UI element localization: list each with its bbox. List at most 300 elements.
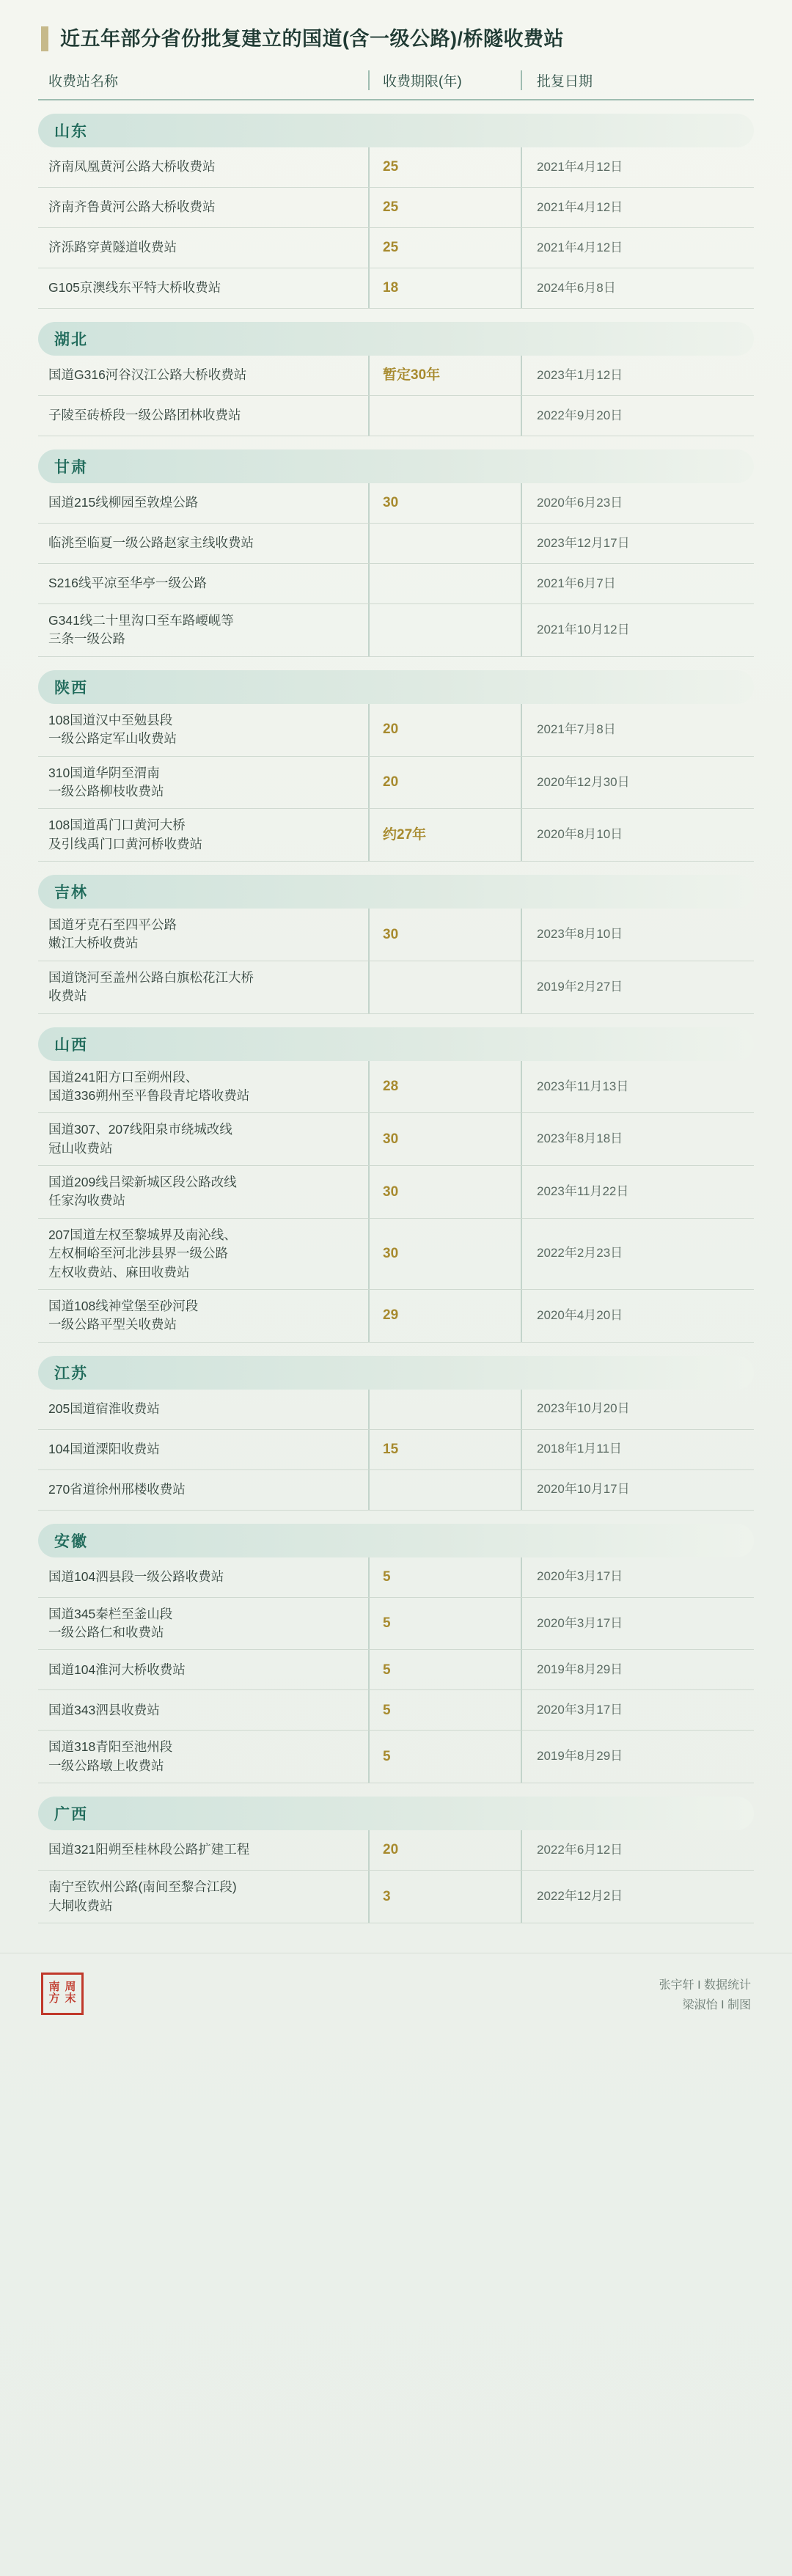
row-divider-1 bbox=[368, 1731, 370, 1783]
station-name-line: 冠山收费站 bbox=[48, 1140, 113, 1156]
province-header bbox=[38, 1797, 754, 1830]
cell-station-name bbox=[38, 1166, 368, 1218]
province-block bbox=[38, 1797, 754, 1923]
row-divider-2 bbox=[521, 1390, 522, 1429]
cell-station-name bbox=[38, 356, 368, 395]
cell-approval-date: 2023年8月10日 bbox=[537, 927, 623, 942]
province-header bbox=[38, 322, 754, 356]
row-divider-1 bbox=[368, 1390, 370, 1429]
row-divider-1 bbox=[368, 356, 370, 395]
station-name-line: G105京澳线东平特大桥收费站 bbox=[48, 280, 221, 296]
cell-approval-date: 2021年4月12日 bbox=[537, 159, 623, 174]
row-divider-1 bbox=[368, 1430, 370, 1469]
table-row bbox=[38, 1430, 754, 1470]
table-row bbox=[38, 1731, 754, 1783]
cell-approval-date: 2023年10月20日 bbox=[537, 1401, 630, 1416]
station-name-line: 济泺路穿黄隧道收费站 bbox=[48, 240, 177, 255]
station-name-line: 270省道徐州邢楼收费站 bbox=[48, 1481, 186, 1497]
cell-approval-date: 2021年4月12日 bbox=[537, 199, 623, 214]
cell-toll-years: 暂定30年 bbox=[383, 367, 441, 384]
table-row bbox=[38, 356, 754, 396]
row-divider-2 bbox=[521, 564, 522, 603]
row-divider-1 bbox=[368, 1219, 370, 1289]
station-name-line: 国道336朔州至平鲁段青坨塔收费站 bbox=[48, 1087, 250, 1103]
credit-data: 张宇轩 I 数据统计 bbox=[659, 1978, 751, 1992]
station-name-line: 310国道华阴至渭南 bbox=[48, 765, 160, 780]
cell-station-name bbox=[38, 1219, 368, 1289]
cell-station-name bbox=[38, 757, 368, 809]
row-divider-2 bbox=[521, 1166, 522, 1218]
cell-station-name bbox=[38, 1290, 368, 1342]
cell-toll-years bbox=[374, 604, 521, 656]
column-header-date: 批复日期 bbox=[537, 74, 593, 89]
row-divider-1 bbox=[368, 1470, 370, 1510]
station-name-line: 任家沟收费站 bbox=[48, 1193, 125, 1208]
station-name-lines bbox=[48, 1605, 172, 1643]
station-name-lines bbox=[48, 1738, 172, 1775]
station-name-line: 国道345秦栏至釜山段 bbox=[48, 1606, 173, 1621]
row-divider-1 bbox=[368, 809, 370, 861]
cell-approval-date: 2023年8月18日 bbox=[537, 1131, 623, 1146]
station-name-line: 国道饶河至盖州公路白旗松花江大桥 bbox=[48, 969, 254, 985]
cell-station-name bbox=[38, 704, 368, 756]
row-divider-1 bbox=[368, 757, 370, 809]
table-row bbox=[38, 1470, 754, 1511]
row-divider-2 bbox=[521, 757, 522, 809]
station-name-lines bbox=[48, 1297, 198, 1335]
row-divider-2 bbox=[521, 188, 522, 227]
table-row bbox=[38, 1166, 754, 1219]
station-name-line: 嫩江大桥收费站 bbox=[48, 936, 139, 951]
province-header bbox=[38, 1356, 754, 1390]
province-header bbox=[38, 1027, 754, 1061]
station-name-line: 国道G316河谷汉江公路大桥收费站 bbox=[48, 367, 247, 383]
table-row bbox=[38, 1830, 754, 1871]
table-row bbox=[38, 1690, 754, 1731]
row-divider-1 bbox=[368, 396, 370, 436]
station-name-line: 国道343泗县收费站 bbox=[48, 1702, 160, 1717]
cell-approval-date: 2021年7月8日 bbox=[537, 722, 616, 736]
cell-toll-years: 30 bbox=[383, 1131, 399, 1147]
credit-graphic: 梁淑怡 I 制图 bbox=[682, 1998, 751, 2011]
cell-station-name bbox=[38, 1430, 368, 1469]
cell-station-name bbox=[38, 1390, 368, 1429]
province-name: 陕西 bbox=[54, 679, 88, 697]
column-header-name: 收费站名称 bbox=[48, 74, 119, 89]
station-name-lines bbox=[48, 1878, 237, 1915]
province-name: 山东 bbox=[54, 123, 88, 140]
page-title bbox=[0, 0, 792, 70]
station-name-lines bbox=[48, 1701, 160, 1720]
station-name-line: 左权收费站、麻田收费站 bbox=[48, 1264, 190, 1280]
table-row bbox=[38, 1390, 754, 1430]
cell-station-name bbox=[38, 604, 368, 656]
header-divider-1 bbox=[368, 70, 370, 90]
province-block bbox=[38, 1524, 754, 1784]
row-divider-1 bbox=[368, 228, 370, 268]
station-name-line: 一级公路仁和收费站 bbox=[48, 1625, 164, 1640]
cell-toll-years bbox=[374, 1390, 521, 1429]
cell-approval-date: 2019年8月29日 bbox=[537, 1662, 623, 1677]
cell-station-name bbox=[38, 1470, 368, 1510]
cell-toll-years: 29 bbox=[383, 1307, 399, 1324]
cell-toll-years: 18 bbox=[383, 280, 399, 296]
cell-approval-date: 2020年3月17日 bbox=[537, 1615, 623, 1630]
cell-toll-years: 28 bbox=[383, 1079, 399, 1095]
station-name-lines bbox=[48, 534, 254, 552]
row-divider-2 bbox=[521, 1470, 522, 1510]
station-name-line: 国道209线吕梁新城区段公路改线 bbox=[48, 1175, 237, 1189]
cell-approval-date: 2022年12月2日 bbox=[537, 1889, 623, 1904]
cell-toll-years: 30 bbox=[383, 1184, 399, 1200]
station-name-lines bbox=[48, 198, 216, 216]
station-name-line: 国道104淮河大桥收费站 bbox=[48, 1662, 186, 1677]
table-row bbox=[38, 1113, 754, 1166]
station-name-line: 国道321阳朔至桂林段公路扩建工程 bbox=[48, 1842, 250, 1857]
row-divider-1 bbox=[368, 188, 370, 227]
province-name: 山西 bbox=[54, 1036, 88, 1054]
station-name-line: 108国道汉中至勉县段 bbox=[48, 712, 173, 727]
row-divider-2 bbox=[521, 1219, 522, 1289]
cell-approval-date: 2021年10月12日 bbox=[537, 623, 630, 637]
cell-approval-date: 2023年1月12日 bbox=[537, 367, 623, 382]
row-divider-2 bbox=[521, 147, 522, 187]
row-divider-2 bbox=[521, 604, 522, 656]
row-divider-2 bbox=[521, 228, 522, 268]
cell-station-name bbox=[38, 188, 368, 227]
cell-station-name bbox=[38, 228, 368, 268]
toll-station-table bbox=[38, 70, 754, 1923]
cell-station-name bbox=[38, 1690, 368, 1730]
cell-approval-date: 2020年3月17日 bbox=[537, 1703, 623, 1717]
row-divider-2 bbox=[521, 483, 522, 523]
column-header-years: 收费期限(年) bbox=[383, 74, 462, 89]
logo-char-2: 周 bbox=[65, 1981, 76, 1994]
province-name: 广西 bbox=[54, 1806, 88, 1824]
cell-toll-years: 25 bbox=[383, 199, 399, 216]
station-name-lines bbox=[48, 1841, 249, 1859]
cell-approval-date: 2018年1月11日 bbox=[537, 1442, 622, 1456]
station-name-line: 一级公路柳枝收费站 bbox=[48, 783, 164, 799]
cell-approval-date: 2021年6月7日 bbox=[537, 576, 616, 590]
station-name-line: 国道241阳方口至朔州段、 bbox=[48, 1069, 199, 1085]
table-row bbox=[38, 1650, 754, 1690]
cell-toll-years: 30 bbox=[383, 926, 399, 942]
row-divider-2 bbox=[521, 1830, 522, 1870]
row-divider-2 bbox=[521, 1871, 522, 1923]
province-block bbox=[38, 114, 754, 309]
cell-station-name bbox=[38, 1557, 368, 1597]
cell-toll-years: 5 bbox=[383, 1615, 391, 1632]
table-row bbox=[38, 1290, 754, 1343]
logo-char-1: 南 bbox=[48, 1981, 60, 1994]
row-divider-1 bbox=[368, 147, 370, 187]
province-header bbox=[38, 114, 754, 147]
cell-approval-date: 2020年6月23日 bbox=[537, 495, 623, 510]
cell-toll-years: 3 bbox=[383, 1888, 391, 1904]
cell-toll-years: 5 bbox=[383, 1662, 391, 1678]
footer bbox=[0, 1953, 792, 2040]
province-header bbox=[38, 670, 754, 704]
cell-station-name bbox=[38, 1113, 368, 1165]
station-name-line: 205国道宿淮收费站 bbox=[48, 1401, 160, 1416]
cell-approval-date: 2021年4月12日 bbox=[537, 240, 623, 254]
station-name-line: 大垌收费站 bbox=[48, 1898, 113, 1913]
cell-station-name bbox=[38, 1830, 368, 1870]
cell-toll-years bbox=[374, 564, 521, 603]
row-divider-2 bbox=[521, 1557, 522, 1597]
row-divider-2 bbox=[521, 356, 522, 395]
station-name-line: 国道牙克石至四平公路 bbox=[48, 917, 177, 932]
cell-toll-years bbox=[374, 1470, 521, 1510]
station-name-line: 一级公路墩上收费站 bbox=[48, 1758, 164, 1773]
province-block bbox=[38, 322, 754, 436]
province-name: 安徽 bbox=[54, 1533, 88, 1550]
row-divider-2 bbox=[521, 524, 522, 563]
row-divider-2 bbox=[521, 268, 522, 308]
table-row bbox=[38, 1219, 754, 1290]
publisher-logo bbox=[41, 1973, 84, 2015]
province-name: 吉林 bbox=[54, 884, 88, 901]
station-name-line: 国道108线神堂堡至砂河段 bbox=[48, 1298, 199, 1313]
logo-char-3: 方 bbox=[48, 1992, 60, 2005]
province-block bbox=[38, 670, 754, 862]
cell-toll-years: 5 bbox=[383, 1702, 391, 1718]
cell-toll-years: 约27年 bbox=[383, 826, 427, 843]
row-divider-1 bbox=[368, 1290, 370, 1342]
row-divider-2 bbox=[521, 961, 522, 1013]
row-divider-1 bbox=[368, 604, 370, 656]
station-name-lines bbox=[48, 158, 216, 176]
row-divider-1 bbox=[368, 524, 370, 563]
cell-station-name bbox=[38, 1871, 368, 1923]
cell-approval-date: 2023年11月22日 bbox=[537, 1184, 629, 1199]
station-name-line: 济南齐鲁黄河公路大桥收费站 bbox=[48, 199, 216, 215]
cell-toll-years: 25 bbox=[383, 240, 399, 256]
cell-toll-years: 30 bbox=[383, 1246, 399, 1262]
row-divider-2 bbox=[521, 1290, 522, 1342]
row-divider-2 bbox=[521, 1690, 522, 1730]
cell-toll-years bbox=[374, 961, 521, 1013]
station-name-lines bbox=[48, 1568, 224, 1586]
cell-station-name bbox=[38, 564, 368, 603]
station-name-line: 收费站 bbox=[48, 988, 87, 1004]
row-divider-1 bbox=[368, 1557, 370, 1597]
station-name-line: 子陵至砖桥段一级公路团林收费站 bbox=[48, 408, 241, 423]
cell-station-name bbox=[38, 268, 368, 308]
cell-approval-date: 2020年10月17日 bbox=[537, 1482, 630, 1497]
station-name-line: 一级公路定军山收费站 bbox=[48, 731, 177, 746]
row-divider-1 bbox=[368, 704, 370, 756]
cell-approval-date: 2024年6月8日 bbox=[537, 280, 616, 295]
station-name-line: G341线二十里沟口至车路崾岘等 bbox=[48, 613, 234, 628]
station-name-line: 国道318青阳至池州段 bbox=[48, 1739, 173, 1755]
row-divider-2 bbox=[521, 1731, 522, 1783]
table-row bbox=[38, 704, 754, 757]
logo-char-4: 末 bbox=[65, 1992, 76, 2005]
station-name-line: 左权桐峪至河北涉县界一级公路 bbox=[48, 1246, 228, 1261]
row-divider-1 bbox=[368, 564, 370, 603]
station-name-lines bbox=[48, 279, 221, 297]
table-row bbox=[38, 757, 754, 810]
cell-approval-date: 2022年2月23日 bbox=[537, 1246, 623, 1261]
row-divider-2 bbox=[521, 1650, 522, 1689]
table-row bbox=[38, 524, 754, 564]
station-name-lines bbox=[48, 1400, 160, 1418]
station-name-line: 108国道禹门口黄河大桥 bbox=[48, 818, 186, 833]
table-row bbox=[38, 228, 754, 268]
station-name-lines bbox=[48, 816, 202, 854]
row-divider-1 bbox=[368, 1650, 370, 1689]
station-name-lines bbox=[48, 1068, 249, 1106]
table-row bbox=[38, 604, 754, 657]
cell-station-name bbox=[38, 524, 368, 563]
row-divider-2 bbox=[521, 704, 522, 756]
row-divider-2 bbox=[521, 909, 522, 961]
cell-approval-date: 2019年2月27日 bbox=[537, 979, 623, 994]
table-row bbox=[38, 809, 754, 862]
province-block bbox=[38, 449, 754, 657]
cell-toll-years: 30 bbox=[383, 495, 399, 511]
table-header bbox=[38, 70, 754, 100]
cell-toll-years: 15 bbox=[383, 1441, 399, 1457]
row-divider-2 bbox=[521, 396, 522, 436]
station-name-lines bbox=[48, 1226, 237, 1282]
table-row bbox=[38, 1871, 754, 1923]
province-block bbox=[38, 875, 754, 1014]
table-row bbox=[38, 188, 754, 228]
station-name-line: 207国道左权至黎城界及南沁线、 bbox=[48, 1227, 237, 1242]
station-name-lines bbox=[48, 406, 241, 425]
row-divider-1 bbox=[368, 1871, 370, 1923]
station-name-line: 一级公路平型关收费站 bbox=[48, 1317, 177, 1332]
row-divider-1 bbox=[368, 909, 370, 961]
row-divider-1 bbox=[368, 961, 370, 1013]
row-divider-1 bbox=[368, 1830, 370, 1870]
province-block bbox=[38, 1356, 754, 1511]
station-name-line: 济南凤凰黄河公路大桥收费站 bbox=[48, 159, 216, 175]
table-row bbox=[38, 909, 754, 961]
row-divider-2 bbox=[521, 1113, 522, 1165]
cell-toll-years: 5 bbox=[383, 1568, 391, 1585]
row-divider-1 bbox=[368, 1113, 370, 1165]
cell-toll-years bbox=[374, 396, 521, 436]
station-name-lines bbox=[48, 1440, 160, 1458]
station-name-lines bbox=[48, 969, 254, 1006]
province-header bbox=[38, 1524, 754, 1557]
table-row bbox=[38, 564, 754, 604]
station-name-line: 国道104泗县段一级公路收费站 bbox=[48, 1568, 224, 1584]
cell-toll-years: 20 bbox=[383, 774, 399, 790]
cell-approval-date: 2019年8月29日 bbox=[537, 1749, 623, 1764]
cell-approval-date: 2020年12月30日 bbox=[537, 774, 630, 789]
province-name: 湖北 bbox=[54, 331, 88, 348]
station-name-lines bbox=[48, 493, 198, 512]
station-name-line: 三条一级公路 bbox=[48, 631, 125, 647]
province-header bbox=[38, 449, 754, 483]
table-row bbox=[38, 147, 754, 188]
station-name-lines bbox=[48, 1173, 237, 1211]
cell-toll-years bbox=[374, 524, 521, 563]
cell-toll-years: 5 bbox=[383, 1748, 391, 1764]
station-name-lines bbox=[48, 238, 177, 257]
station-name-lines bbox=[48, 916, 177, 953]
row-divider-2 bbox=[521, 809, 522, 861]
station-name-line: S216线平凉至华亭一级公路 bbox=[48, 576, 207, 591]
cell-toll-years: 20 bbox=[383, 1842, 399, 1858]
station-name-lines bbox=[48, 574, 207, 592]
cell-approval-date: 2020年8月10日 bbox=[537, 827, 623, 842]
table-row bbox=[38, 1557, 754, 1598]
station-name-lines bbox=[48, 1661, 186, 1679]
station-name-line: 104国道溧阳收费站 bbox=[48, 1441, 160, 1456]
row-divider-1 bbox=[368, 1598, 370, 1650]
cell-station-name bbox=[38, 1061, 368, 1113]
cell-station-name bbox=[38, 1731, 368, 1783]
cell-station-name bbox=[38, 909, 368, 961]
table-row bbox=[38, 268, 754, 309]
row-divider-2 bbox=[521, 1430, 522, 1469]
credits bbox=[659, 1975, 751, 2015]
table-row bbox=[38, 483, 754, 524]
cell-station-name bbox=[38, 961, 368, 1013]
row-divider-1 bbox=[368, 1690, 370, 1730]
cell-approval-date: 2020年3月17日 bbox=[537, 1569, 623, 1584]
row-divider-1 bbox=[368, 1166, 370, 1218]
province-header bbox=[38, 875, 754, 909]
cell-approval-date: 2020年4月20日 bbox=[537, 1307, 623, 1322]
province-name: 江苏 bbox=[54, 1365, 88, 1382]
table-body bbox=[38, 114, 754, 1923]
row-divider-1 bbox=[368, 268, 370, 308]
province-name: 甘肃 bbox=[54, 459, 88, 476]
station-name-lines bbox=[48, 711, 177, 749]
table-row bbox=[38, 1598, 754, 1651]
title-accent-bar bbox=[41, 26, 48, 51]
station-name-lines bbox=[48, 764, 164, 801]
row-divider-2 bbox=[521, 1061, 522, 1113]
station-name-line: 南宁至钦州公路(南间至黎合江段) bbox=[48, 1879, 237, 1895]
table-row bbox=[38, 961, 754, 1014]
station-name-lines bbox=[48, 1120, 232, 1158]
station-name-line: 国道307、207线阳泉市绕城改线 bbox=[48, 1122, 232, 1137]
station-name-lines bbox=[48, 1480, 186, 1499]
header-divider-2 bbox=[521, 70, 522, 90]
cell-approval-date: 2022年9月20日 bbox=[537, 408, 623, 422]
cell-station-name bbox=[38, 1650, 368, 1689]
cell-station-name bbox=[38, 1598, 368, 1650]
station-name-lines bbox=[48, 366, 246, 384]
title-text: 近五年部分省份批复建立的国道(含一级公路)/桥隧收费站 bbox=[60, 27, 564, 50]
station-name-line: 国道215线柳园至敦煌公路 bbox=[48, 495, 199, 510]
cell-station-name bbox=[38, 809, 368, 861]
station-name-lines bbox=[48, 612, 234, 649]
station-name-line: 及引线禹门口黄河桥收费站 bbox=[48, 836, 202, 851]
station-name-line: 临洮至临夏一级公路赵家主线收费站 bbox=[48, 535, 254, 551]
table-row bbox=[38, 1061, 754, 1114]
row-divider-2 bbox=[521, 1598, 522, 1650]
cell-station-name bbox=[38, 147, 368, 187]
cell-station-name bbox=[38, 483, 368, 523]
cell-approval-date: 2023年12月17日 bbox=[537, 535, 630, 550]
cell-approval-date: 2022年6月12日 bbox=[537, 1842, 623, 1857]
table-row bbox=[38, 396, 754, 436]
cell-toll-years: 20 bbox=[383, 722, 399, 738]
row-divider-1 bbox=[368, 1061, 370, 1113]
province-block bbox=[38, 1027, 754, 1343]
cell-approval-date: 2023年11月13日 bbox=[537, 1079, 629, 1093]
cell-station-name bbox=[38, 396, 368, 436]
